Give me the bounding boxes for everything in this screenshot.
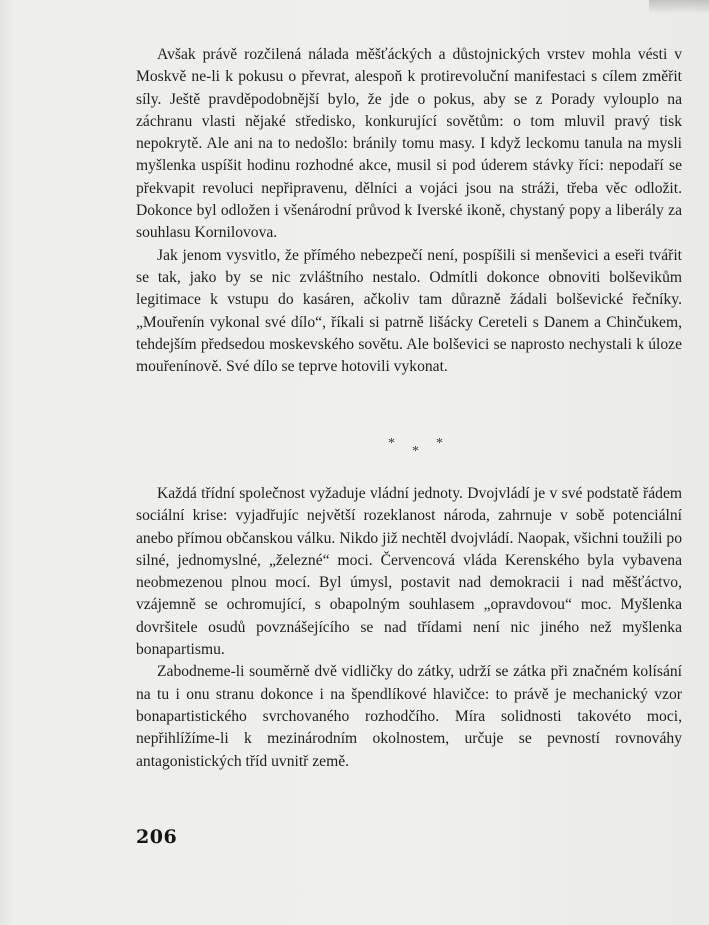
paragraph: Jak jenom vysvitlo, že přímého nebezpečí není, pospíšili si menševici a eseři tvářit se tak, jako by se nic zvláštního nestalo. Odmítli dokonce obnoviti bolševikům legitimace k vstupu do kasáren, ačkoliv tam důrazně žádali bolševické řečníky. „Mouřenín vykonal své dílo“, říkali si patrně lišácky Cereteli s Danem a Chinčukem, tehdejším předsedou moskevského sovětu. Ale bolševici se naprosto nechystali k úloze mouřenínově. Své dílo se teprve hotovili vykonat. <box>136 246 682 376</box>
text-section-2 <box>136 483 682 773</box>
scan-shadow <box>649 0 709 14</box>
paragraph: Avšak právě rozčilená nálada měšťáckých a důstojnických vrstev mohla vésti v Moskvě ne-li k pokusu o převrat, alespoň k protirevoluční manifestaci s cílem změřit síly. Ještě pravděpodobnější bylo, že jde o pokus, aby se z Porady vylouplo na záchranu vlasti nějaké středisko, konkurující sovětům: o tom mluvil pravý tisk nepokrytě. Ale ani na to nedošlo: bránily tomu masy. I když leckomu tanula na mysli myšlenka uspíšit hodinu rozhodné akce, musil si pod úderem stávky říci: nepodaří se překvapit revoluci nepřipravenu, dělníci a vojáci jsou na stráži, třeba věc odložit. Dokonce byl odložen i všenárodní průvod k Iverské ikoně, chystaný popy a liberály za souhlasu Kornilovova. <box>136 46 682 242</box>
page-number: 206 <box>136 826 178 848</box>
paragraph: Zabodneme-li souměrně dvě vidličky do zátky, udrží se zátka při značném kolísání na tu i onu stranu dokonce i na špendlíkové hlavičce: to právě je mechanický vzor bonapartistického svrchovaného rozhodčího. Míra solidnosti takovéto moci, nepřihlížíme-li k mezinárodním okolnostem, určuje se pevností rovnováhy antagonistických tříd uvnitř země. <box>136 663 682 770</box>
asterisk-ornament: * <box>412 444 419 459</box>
asterisk-ornament: * <box>388 436 395 451</box>
asterisk-ornament: * <box>436 436 443 451</box>
section-separator <box>370 436 460 466</box>
text-section-1 <box>136 44 682 378</box>
paragraph: Každá třídní společnost vyžaduje vládní jednoty. Dvojvládí je v své podstatě řádem sociální krise: vyjadřujíc největší rozeklanost národa, zahrnuje v sobě potenciální anebo přímou občanskou válku. Nikdo již nechtěl dvojvládí. Naopak, všichni toužili po silné, jednomyslné, „železné“ moci. Červencová vláda Kerenského byla vybavena neobmezenou plnou mocí. Byl úmysl, postavit nad demokracii i nad měšťáctvo, vzájemně se ochromující, s obapolným souhlasem „opravdovou“ moc. Myšlenka dovršitele osudů povznášejícího se nad třídami není nic jiného než myšlenka bonapartismu. <box>136 485 682 659</box>
